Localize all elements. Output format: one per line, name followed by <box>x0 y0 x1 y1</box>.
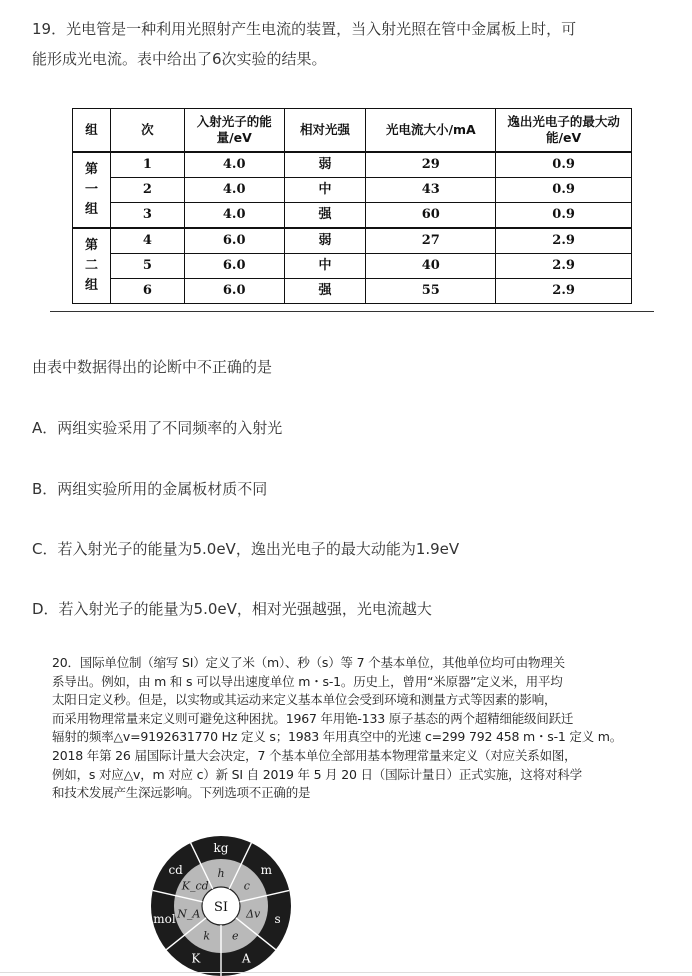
si-center-label: SI <box>213 900 229 915</box>
inner-constant-label: N_A <box>177 907 201 921</box>
cell-energy: 6.0 <box>184 279 284 304</box>
question-19-prompt: 由表中数据得出的论断中不正确的是 <box>32 358 273 376</box>
inner-constant-label: k <box>203 929 211 943</box>
cell-energy: 4.0 <box>184 203 284 229</box>
cell-kinetic-energy: 2.9 <box>496 254 632 279</box>
cell-current: 43 <box>366 178 496 203</box>
option-a: A．两组实验采用了不同频率的入射光 <box>32 419 283 437</box>
cell-kinetic-energy: 0.9 <box>496 203 632 229</box>
table-header-row <box>73 109 632 153</box>
table-row <box>73 152 632 178</box>
cell-kinetic-energy: 0.9 <box>496 178 632 203</box>
outer-unit-label: A <box>241 951 251 966</box>
cell-current: 27 <box>366 228 496 254</box>
outer-unit-label: mol <box>153 911 176 926</box>
cell-current: 60 <box>366 203 496 229</box>
table-underline <box>50 311 654 312</box>
outer-unit-label: s <box>274 911 281 926</box>
results-table-wrapper <box>50 108 654 313</box>
table-row <box>73 228 632 254</box>
option-b: B．两组实验所用的金属板材质不同 <box>32 480 268 498</box>
cell-trial: 4 <box>110 228 184 254</box>
header-max-kinetic-energy: 逸出光电子的最大动能/eV <box>496 109 632 153</box>
cell-kinetic-energy: 0.9 <box>496 152 632 178</box>
cell-trial: 6 <box>110 279 184 304</box>
option-d: D．若入射光子的能量为5.0eV，相对光强越强，光电流越大 <box>32 600 432 618</box>
group-label: 第 一 组 <box>73 152 111 228</box>
si-units-figure <box>146 822 296 976</box>
cell-current: 55 <box>366 279 496 304</box>
header-trial: 次 <box>110 109 184 153</box>
header-group: 组 <box>73 109 111 153</box>
outer-unit-label: cd <box>168 862 183 877</box>
cell-intensity: 中 <box>284 254 366 279</box>
cell-intensity: 中 <box>284 178 366 203</box>
cell-energy: 4.0 <box>184 152 284 178</box>
inner-constant-label: h <box>217 867 225 880</box>
outer-unit-label: m <box>260 862 273 877</box>
si-units-wheel <box>146 822 296 976</box>
inner-constant-label: e <box>232 929 239 943</box>
inner-constant-label: Δv <box>246 907 261 921</box>
cell-current: 40 <box>366 254 496 279</box>
cell-intensity: 强 <box>284 279 366 304</box>
table-row <box>73 178 632 203</box>
question-19-stem: 19．光电管是一种利用光照射产生电流的装置，当入射光照在管中金属板上时，可 能形成光电流。表中给出了6次实验的结果。 <box>32 20 577 68</box>
cell-energy: 4.0 <box>184 178 284 203</box>
results-table <box>72 108 632 304</box>
cell-kinetic-energy: 2.9 <box>496 228 632 254</box>
outer-unit-label: kg <box>213 841 229 855</box>
table-row <box>73 254 632 279</box>
cell-trial: 5 <box>110 254 184 279</box>
cell-intensity: 弱 <box>284 228 366 254</box>
group-label: 第 二 组 <box>73 228 111 304</box>
cell-kinetic-energy: 2.9 <box>496 279 632 304</box>
page-bottom-rule <box>0 972 692 973</box>
cell-intensity: 弱 <box>284 152 366 178</box>
cell-energy: 6.0 <box>184 254 284 279</box>
header-photon-energy: 入射光子的能量/eV <box>184 109 284 153</box>
cell-current: 29 <box>366 152 496 178</box>
inner-constant-label: c <box>243 879 250 893</box>
table-row <box>73 203 632 229</box>
table-row <box>73 279 632 304</box>
cell-energy: 6.0 <box>184 228 284 254</box>
header-relative-intensity: 相对光强 <box>284 109 366 153</box>
cell-trial: 2 <box>110 178 184 203</box>
cell-intensity: 强 <box>284 203 366 229</box>
question-20-stem: 20．国际单位制（缩写 SI）定义了米（m）、秒（s）等 7 个基本单位，其他单位均可由物理关 系导出。例如，由 m 和 s 可以导出速度单位 m・s-1。历史上，曾用“米原器”定义米，用平均 太阳日定义秒。但是，以实物或其运动来定义基本单位会受到环境和测量方式等因素的影响， 而采用物理常量来定义则可避免这种困扰。1967 年用铯-133 原子基态的两个超精细能级间跃迁 辐射的频率△v=9192631770 Hz 定义 s；1983 年用真空中的光速 c=299 792 458 m・s-1 定义 m。 2018 年第 26 届国际计量大会决定，7 个基本单位全部用基本物理常量来定义（对应关系如图， 例如，s 对应△v，m 对应 c）新 SI 自 2019 年 5 月 20 日（国际计量日）正式实施，这将对科学 和技术发展产生深远影响。下列选项不正确的是 <box>52 655 623 801</box>
cell-trial: 1 <box>110 152 184 178</box>
inner-constant-label: K_cd <box>181 879 209 893</box>
option-c: C．若入射光子的能量为5.0eV，逸出光电子的最大动能为1.9eV <box>32 540 460 558</box>
header-photocurrent: 光电流大小/mA <box>366 109 496 153</box>
outer-unit-label: K <box>191 951 201 966</box>
cell-trial: 3 <box>110 203 184 229</box>
